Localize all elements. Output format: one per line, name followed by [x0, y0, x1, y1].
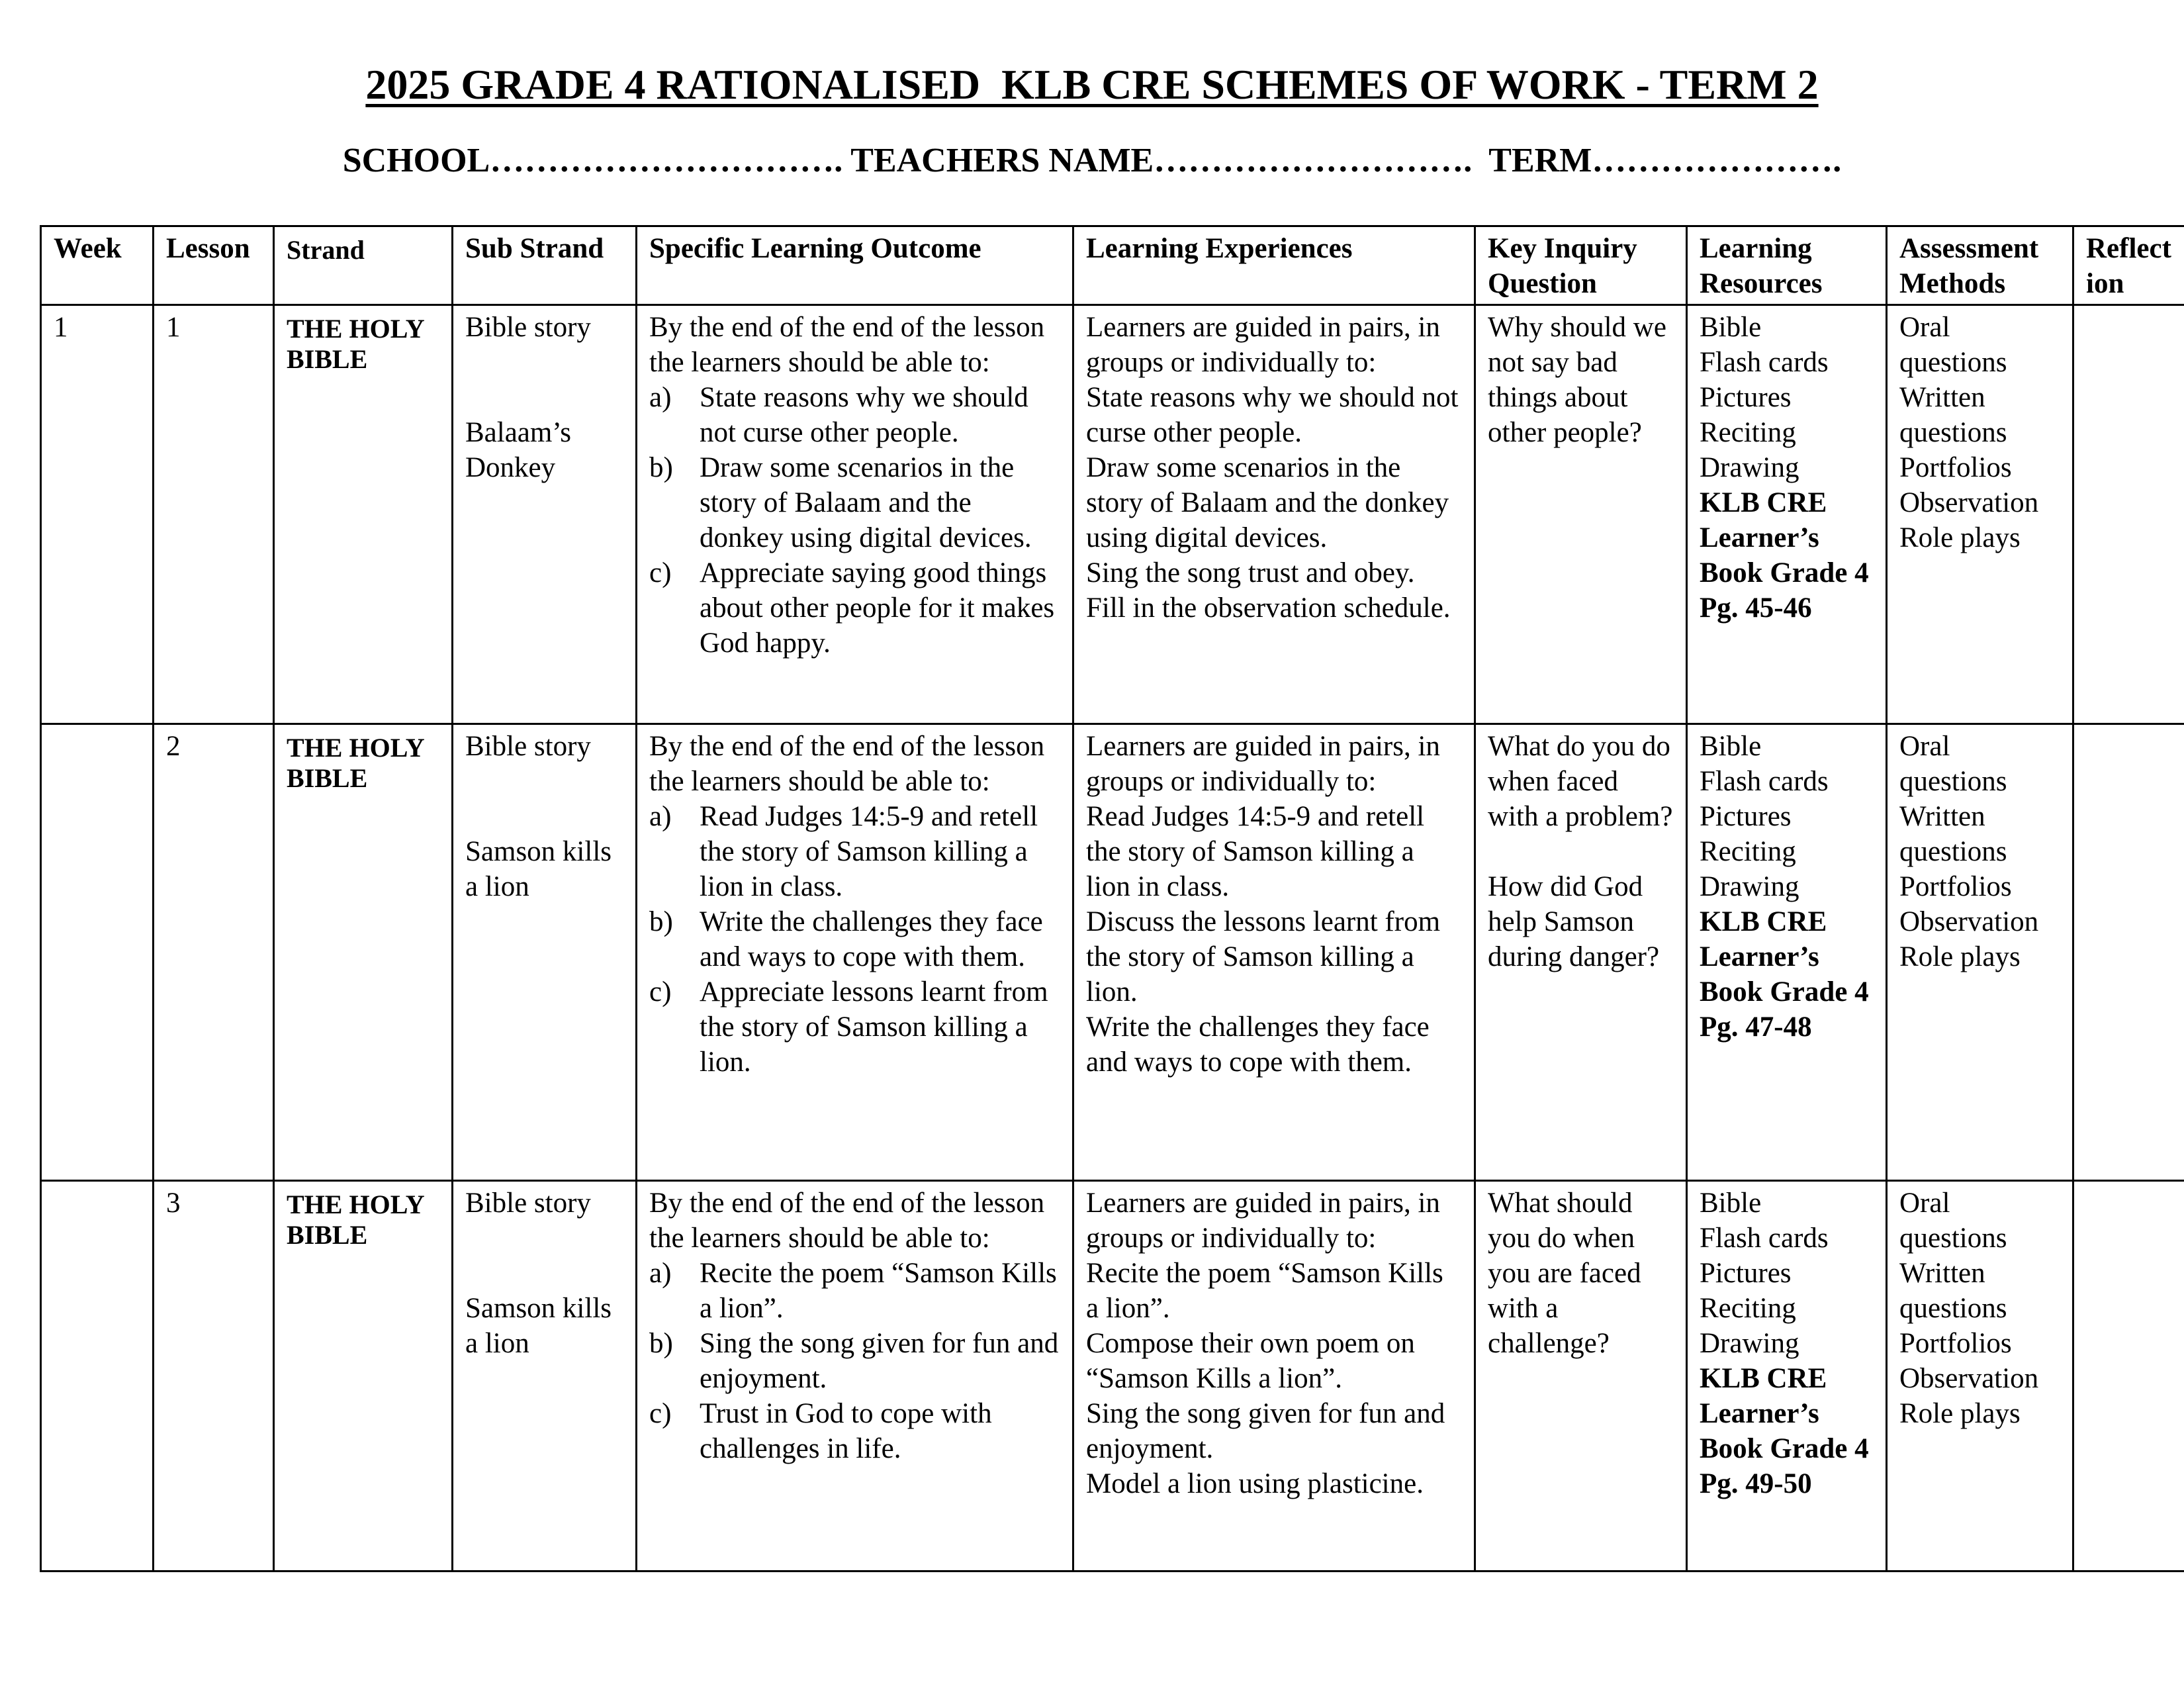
outcome-list: [649, 380, 1060, 661]
reflection-cell: [2073, 724, 2184, 1181]
lesson-cell: 2: [154, 724, 274, 1181]
resources-cell: [1687, 1181, 1887, 1571]
experience-line: Learners are guided in pairs, in groups or individually to:: [1086, 1188, 1440, 1254]
week-cell: [41, 724, 154, 1181]
assessment-method: Portfolios: [1899, 452, 2012, 483]
assessment-method: Role plays: [1899, 522, 2021, 553]
strand-cell: THE HOLY BIBLE: [274, 305, 453, 724]
header-strand: Strand: [274, 226, 453, 305]
sub-strand-name: Bible story: [465, 312, 591, 343]
header-sub-strand: Sub Strand: [453, 226, 637, 305]
resource-item: Bible: [1700, 731, 1762, 762]
experience-line: Sing the song given for fun and enjoyment.: [1086, 1398, 1445, 1464]
assessment-method: Role plays: [1899, 941, 2021, 972]
experience-line: Learners are guided in pairs, in groups or individually to:: [1086, 312, 1440, 378]
table-row: [41, 724, 2184, 1181]
outcome-item: [649, 450, 1060, 555]
experience-line: Write the challenges they face and ways to cope with them.: [1086, 1011, 1430, 1078]
lesson-cell: 3: [154, 1181, 274, 1571]
outcome-marker: b): [649, 906, 673, 937]
header-week: Week: [41, 226, 154, 305]
reflection-cell: [2073, 305, 2184, 724]
outcome-marker: c): [649, 976, 672, 1008]
resource-item: Bible: [1700, 1188, 1762, 1219]
outcome-cell: [637, 1181, 1073, 1571]
header-learning-resources: Learning Resources: [1687, 226, 1887, 305]
strand-cell: THE HOLY BIBLE: [274, 1181, 453, 1571]
experience-line: Sing the song trust and obey.: [1086, 557, 1415, 588]
assessment-method: Written questions: [1899, 1258, 2007, 1324]
outcome-item: [649, 904, 1060, 974]
inquiry-cell: [1475, 1181, 1687, 1571]
experience-line: Recite the poem “Samson Kills a lion”.: [1086, 1258, 1443, 1324]
experience-line: Read Judges 14:5-9 and retell the story of Samson killing a lion in class.: [1086, 801, 1425, 902]
resources-cell: [1687, 724, 1887, 1181]
experiences-cell: [1073, 724, 1475, 1181]
sub-strand-name: Bible story: [465, 731, 591, 762]
outcome-item: [649, 1326, 1060, 1396]
experience-line: Learners are guided in pairs, in groups or individually to:: [1086, 731, 1440, 797]
schemes-of-work-table: [40, 225, 2184, 1572]
inquiry-question: How did God help Samson during danger?: [1488, 871, 1660, 972]
outcome-marker: a): [649, 382, 672, 413]
experience-line: Fill in the observation schedule.: [1086, 592, 1451, 624]
experiences-cell: [1073, 1181, 1475, 1571]
outcome-item: [649, 974, 1060, 1080]
outcome-list: [649, 1256, 1060, 1466]
outcome-cell: [637, 724, 1073, 1181]
outcome-text: Read Judges 14:5-9 and retell the story of Samson killing a lion in class.: [700, 801, 1038, 902]
assessment-cell: [1887, 305, 2073, 724]
assessment-method: Written questions: [1899, 801, 2007, 867]
table-header-row: [41, 226, 2184, 305]
outcome-text: Sing the song given for fun and enjoyment.: [700, 1328, 1059, 1394]
header-lesson: Lesson: [154, 226, 274, 305]
sub-strand-topic: Samson kills a lion: [465, 836, 612, 902]
outcome-text: Trust in God to cope with challenges in life.: [700, 1398, 992, 1464]
experience-line: State reasons why we should not curse other people.: [1086, 382, 1459, 448]
outcome-item: [649, 1256, 1060, 1326]
sub-strand-cell: [453, 305, 637, 724]
assessment-method: Oral questions: [1899, 1188, 2007, 1254]
assessment-method: Portfolios: [1899, 871, 2012, 902]
outcome-marker: a): [649, 801, 672, 832]
outcome-cell: [637, 305, 1073, 724]
experience-line: Discuss the lessons learnt from the story of Samson killing a lion.: [1086, 906, 1441, 1008]
outcome-text: Appreciate lessons learnt from the story of Samson killing a lion.: [700, 976, 1048, 1078]
page-title-text: 2025 GRADE 4 RATIONALISED KLB CRE SCHEMES OF WORK - TERM 2: [365, 61, 1819, 108]
outcome-marker: c): [649, 1398, 672, 1429]
outcome-item: [649, 1396, 1060, 1466]
outcome-item: [649, 555, 1060, 661]
sub-strand-topic: Balaam’s Donkey: [465, 417, 572, 483]
outcome-list: [649, 799, 1060, 1080]
assessment-method: Observation: [1899, 906, 2039, 937]
experience-line: Model a lion using plasticine.: [1086, 1468, 1424, 1499]
assessment-cell: [1887, 724, 2073, 1181]
outcome-marker: b): [649, 1328, 673, 1359]
header-specific-learning-outcome: Specific Learning Outcome: [637, 226, 1073, 305]
outcome-item: [649, 799, 1060, 904]
resource-item: Reciting: [1700, 417, 1796, 448]
inquiry-question: What do you do when faced with a problem?: [1488, 731, 1673, 832]
sub-strand-topic: Samson kills a lion: [465, 1293, 612, 1359]
outcome-intro: By the end of the end of the lesson the learners should be able to:: [649, 1188, 1045, 1254]
resource-item: Pictures: [1700, 801, 1792, 832]
reflection-cell: [2073, 1181, 2184, 1571]
assessment-method: Oral questions: [1899, 312, 2007, 378]
header-assessment-methods: Assessment Methods: [1887, 226, 2073, 305]
resource-item: Flash cards: [1700, 347, 1829, 378]
sub-strand-name: Bible story: [465, 1188, 591, 1219]
spacer: [1488, 834, 1674, 869]
outcome-text: State reasons why we should not curse other people.: [700, 382, 1028, 448]
sub-strand-cell: [453, 724, 637, 1181]
resource-item: Drawing: [1700, 871, 1799, 902]
experiences-cell: [1073, 305, 1475, 724]
lesson-cell: 1: [154, 305, 274, 724]
outcome-marker: a): [649, 1258, 672, 1289]
resource-textbook: KLB CRE Learner’s Book Grade 4 Pg. 47-48: [1700, 906, 1869, 1043]
resources-cell: [1687, 305, 1887, 724]
outcome-text: Write the challenges they face and ways to cope with them.: [700, 906, 1043, 972]
inquiry-cell: [1475, 724, 1687, 1181]
resource-textbook: KLB CRE Learner’s Book Grade 4 Pg. 45-46: [1700, 487, 1869, 624]
resource-item: Pictures: [1700, 1258, 1792, 1289]
header-reflection: [2073, 226, 2184, 305]
resource-item: Reciting: [1700, 1293, 1796, 1324]
page-title: [0, 58, 2184, 111]
outcome-intro: By the end of the end of the lesson the learners should be able to:: [649, 731, 1045, 797]
outcome-intro: By the end of the end of the lesson the learners should be able to:: [649, 312, 1045, 378]
resource-item: Drawing: [1700, 1328, 1799, 1359]
header-learning-experiences: Learning Experiences: [1073, 226, 1475, 305]
outcome-text: Recite the poem “Samson Kills a lion”.: [700, 1258, 1057, 1324]
strand-cell: THE HOLY BIBLE: [274, 724, 453, 1181]
table-row: [41, 1181, 2184, 1571]
resource-item: Pictures: [1700, 382, 1792, 413]
resource-item: Bible: [1700, 312, 1762, 343]
assessment-method: Oral questions: [1899, 731, 2007, 797]
header-key-inquiry-question: Key Inquiry Question: [1475, 226, 1687, 305]
inquiry-question: Why should we not say bad things about other people?: [1488, 312, 1666, 448]
assessment-method: Observation: [1899, 487, 2039, 518]
inquiry-question: What should you do when you are faced with a challenge?: [1488, 1188, 1641, 1359]
assessment-method: Portfolios: [1899, 1328, 2012, 1359]
resource-item: Drawing: [1700, 452, 1799, 483]
outcome-text: Draw some scenarios in the story of Balaam and the donkey using digital devices.: [700, 452, 1032, 553]
inquiry-cell: [1475, 305, 1687, 724]
assessment-cell: [1887, 1181, 2073, 1571]
week-cell: [41, 1181, 154, 1571]
outcome-item: [649, 380, 1060, 450]
assessment-method: Observation: [1899, 1363, 2039, 1394]
table-row: [41, 305, 2184, 724]
week-cell: 1: [41, 305, 154, 724]
experience-line: Compose their own poem on “Samson Kills a lion”.: [1086, 1328, 1415, 1394]
experience-line: Draw some scenarios in the story of Balaam and the donkey using digital devices.: [1086, 452, 1449, 553]
resource-item: Flash cards: [1700, 1223, 1829, 1254]
resource-item: Flash cards: [1700, 766, 1829, 797]
outcome-text: Appreciate saying good things about other people for it makes God happy.: [700, 557, 1055, 659]
resource-item: Reciting: [1700, 836, 1796, 867]
sub-strand-cell: [453, 1181, 637, 1571]
outcome-marker: c): [649, 557, 672, 588]
assessment-method: Role plays: [1899, 1398, 2021, 1429]
resource-textbook: KLB CRE Learner’s Book Grade 4 Pg. 49-50: [1700, 1363, 1869, 1499]
outcome-marker: b): [649, 452, 673, 483]
header-reflection-label: Reflection: [2086, 233, 2171, 299]
school-teacher-term-line: SCHOOL…………………………. TEACHERS NAME………………………. TERM………………….: [342, 142, 1842, 179]
assessment-method: Written questions: [1899, 382, 2007, 448]
